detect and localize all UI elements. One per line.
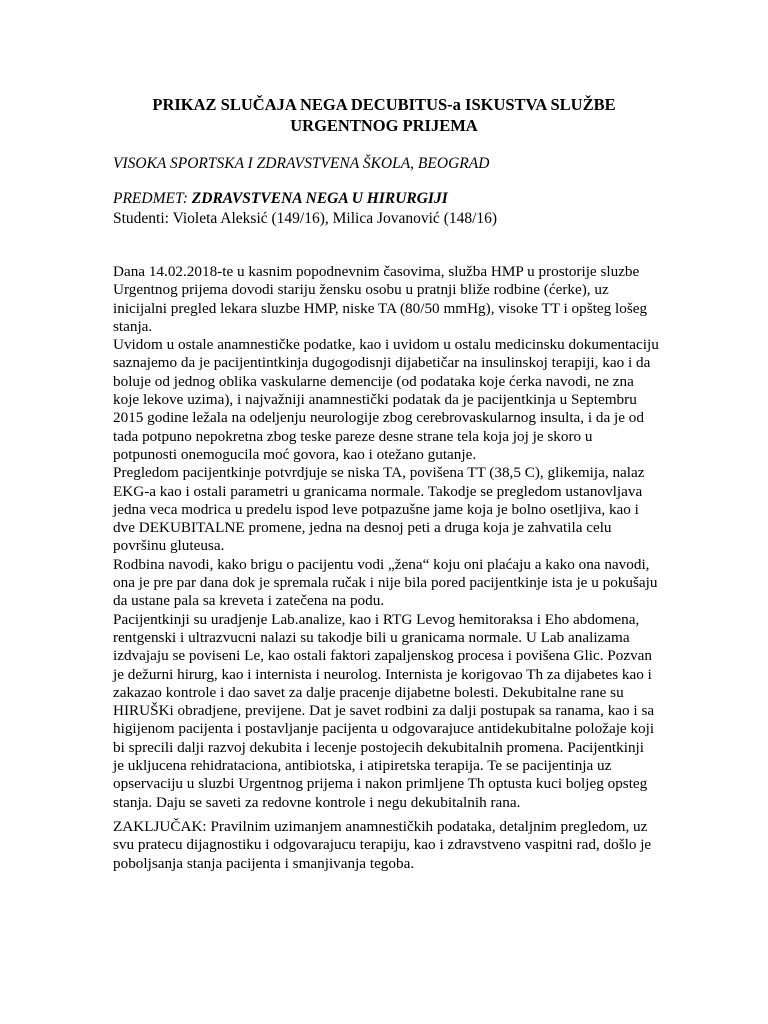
body-text-line: Rodbina navodi, kako brigu o pacijentu vodi „žena“ koju oni plaćaju a kako ona navodi, [113, 555, 650, 573]
body-text-line: je ukljucena rehidrataciona, antibiotska, i atipiretska terapija. Te se pacijentinja uz [113, 757, 612, 775]
body-text-line: izdvajaju se poviseni Le, kao ostali faktori zapaljenskog procesa i povišena Glic. Pozvan [113, 647, 652, 665]
body-text-line: Urgentnog prijema dovodi stariju žensku osobu u pratnji bliže rodbine (ćerke), uz [113, 281, 609, 299]
body-text-line: da ustane pala sa kreveta i zatečena na podu. [113, 592, 385, 610]
body-text-line: stanja. Daju se saveti za redovne kontrole i negu dekubitalnih rana. [113, 793, 521, 811]
body-text-line: rentgenski i ultrazvucni nalazi su takodje bili u granicama normale. U Lab analizama [113, 628, 630, 646]
body-text-line: opservaciju u sluzbi Urgentnog prijema i nakon primljene Th optusta kuci boljeg opsteg [113, 775, 648, 793]
body-text-line: Uvidom u ostale anamnestičke podatke, kao i uvidom u ostalu medicinsku dokumentaciju [113, 336, 659, 354]
body-text-line: potpunosti onemogucila moć govora, kao i otežano gutanje. [113, 445, 477, 463]
body-text-line: higijenom pacijenta i postavljanje pacijenta u odgovarajuce antidekubitalne položaje koji [113, 720, 655, 738]
body-text-line: tada potpuno nepokretna zbog teske pareze desne strane tela koja joj je skoro u [113, 427, 593, 445]
body-text-line: boluje od jednog oblika vaskularne demencije (od podataka koje ćerka navodi, ne zna [113, 372, 634, 390]
school-name: VISOKA SPORTSKA I ZDRAVSTVENA ŠKOLA, BEOGRAD [113, 155, 490, 172]
document-title [100, 94, 668, 136]
body-text-line: saznajemo da je pacijentintkinja dugogodisnji dijabetičar na insulinskoj terapiji, kao i da [113, 354, 651, 372]
body-text-line: HIRUŠKi obradjene, previjene. Dat je savet rodbini za dalji postupak sa ranama, kao i sa [113, 702, 655, 720]
body-text-line: koje lekove uzima), i najvažniji anamnestički podatak da je pacijentkinja u Septembru [113, 391, 637, 409]
subject-line [113, 190, 448, 208]
body-text-line: Pacijentkinji su uradjenje Lab.analize, kao i RTG Levog hemitoraksa i Eho abdomena, [113, 610, 640, 628]
body-text-line: stanja. [113, 317, 153, 335]
body-text-line: jedna veca modrica u predelu ispod leve potpazušne jame koja je bolno osetljiva, kao i [113, 500, 639, 518]
body-text-line: inicijalni pregled lekara sluzbe HMP, niske TA (80/50 mmHg), visoke TT i opšteg lošeg [113, 299, 648, 317]
conclusion-paragraph [113, 818, 683, 873]
body-text-line: ona je pre par dana dok je spremala ručak i nije bila pored pacijentkinje ista je u pokušaju [113, 574, 658, 592]
conclusion-text-line: poboljsanja stanja pacijenta i smanjivanja tegoba. [113, 854, 415, 872]
title-line-2: URGENTNOG PRIJEMA [290, 116, 478, 135]
body-text-line: površinu gluteusa. [113, 537, 225, 555]
conclusion-text-line: ZAKLJUČAK: Pravilnim uzimanjem anamnestičkih podataka, detaljnim pregledom, uz [113, 818, 648, 835]
conclusion-text-line: svu pratecu dijagnostiku i odgovarajucu terapiju, kao i zdravstveno vaspitni rad, došlo je [113, 836, 652, 854]
body-text-line: Dana 14.02.2018-te u kasnim popodnevnim časovima, služba HMP u prostorije sluzbe [113, 263, 640, 280]
case-report-body [113, 263, 683, 812]
subject-label: PREDMET: [113, 190, 192, 207]
subject-value: ZDRAVSTVENA NEGA U HIRURGIJI [191, 190, 448, 207]
body-text-line: je dežurni hirurg, kao i internista i neurolog. Internista je korigovao Th za dijabetes kao i [113, 665, 652, 683]
title-line-1: PRIKAZ SLUČAJA NEGA DECUBITUS-a ISKUSTVA SLUŽBE [152, 95, 616, 114]
body-text-line: zakazao kontrole i dao savet za dalje pracenje dijabetne bolesti. Dekubitalne rane su [113, 683, 624, 701]
body-text-line: EKG-a kao i ostali parametri u granicama normale. Takodje se pregledom ustanovljava [113, 482, 643, 500]
body-text-line: bi sprecili dalji razvoj dekubita i lecenje postojecih dekubitalnih promena. Pacijentkinji [113, 738, 644, 756]
body-text-line: dve DEKUBITALNE promene, jedna na desnoj peti a druga koja je zahvatila celu [113, 519, 612, 537]
body-text-line: Pregledom pacijentkinje potvrdjuje se niska TA, povišena TT (38,5 C), glikemija, nalaz [113, 464, 645, 482]
body-text-line: 2015 godine ležala na odeljenju neurologije zbog cerebrovaskularnog insulta, i da je od [113, 409, 644, 427]
students-line: Studenti: Violeta Aleksić (149/16), Milica Jovanović (148/16) [113, 210, 498, 227]
